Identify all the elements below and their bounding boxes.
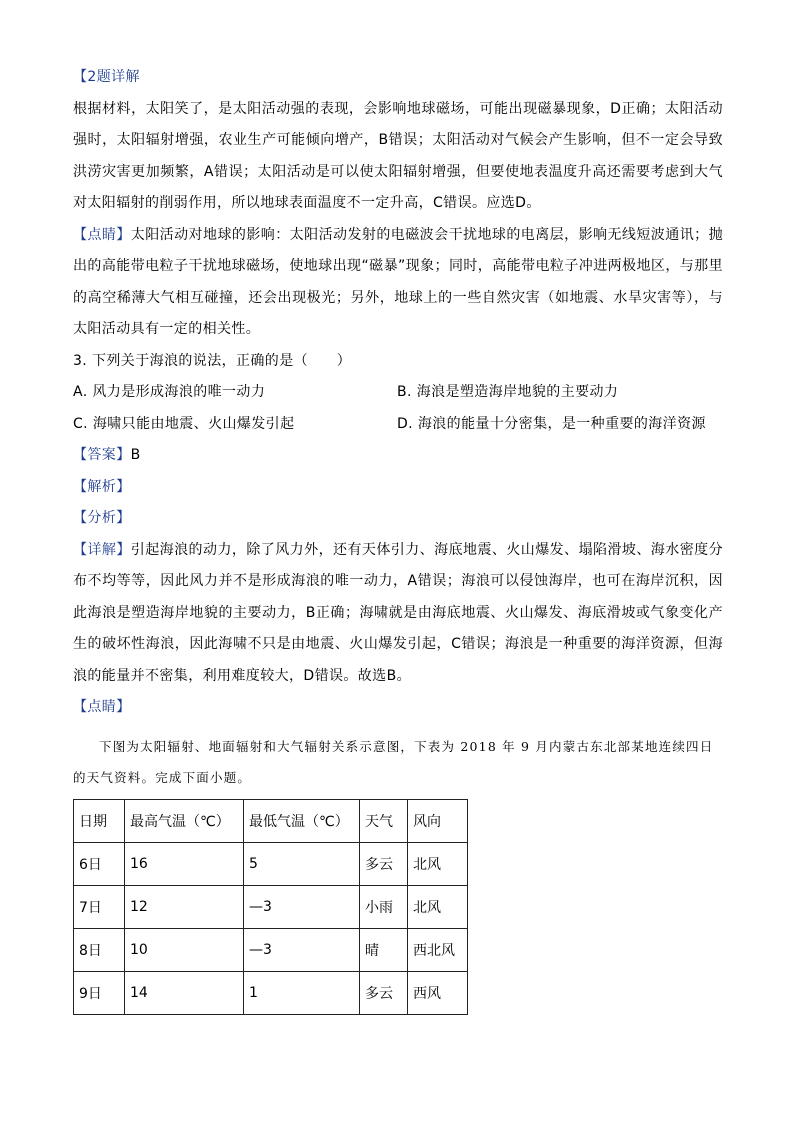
q3-question: 3. 下列关于海浪的说法，正确的是（ ） bbox=[73, 352, 352, 369]
cell-wind: 北风 bbox=[408, 842, 468, 885]
cell-min-temp: —3 bbox=[244, 928, 360, 971]
cell-weather: 小雨 bbox=[360, 885, 408, 928]
cell-wind: 西风 bbox=[408, 971, 468, 1014]
q2-tip bbox=[73, 220, 723, 346]
cell-weather: 多云 bbox=[360, 842, 408, 885]
option-c: C. 海啸只能由地震、火山爆发引起 bbox=[73, 415, 295, 432]
q2-heading-tag: 【2题详解 bbox=[73, 69, 140, 85]
cell-weather: 晴 bbox=[360, 928, 408, 971]
cell-date: 9日 bbox=[74, 971, 125, 1014]
weather-table bbox=[73, 799, 468, 1015]
cell-min-temp: 1 bbox=[244, 971, 360, 1014]
q3-detail bbox=[73, 535, 723, 693]
header-weather: 天气 bbox=[360, 799, 408, 842]
q2-body: 根据材料，太阳笑了，是太阳活动强的表现，会影响地球磁场，可能出现磁暴现象，D正确；太阳活动强时，太阳辐射增强，农业生产可能倾向增产，B错误；太阳活动对气候会产生影响，但不一定会导致洪涝灾害更加频繁，A错误；太阳活动是可以使太阳辐射增强，但要使地表温度升高还需要考虑到大气对太阳辐射的削弱作用，所以地球表面温度不一定升高，C错误。应选D。 bbox=[73, 100, 723, 211]
q2-tip-tag: 【点睛】 bbox=[73, 226, 131, 243]
document-page bbox=[73, 62, 723, 1015]
cell-min-temp: —3 bbox=[244, 885, 360, 928]
header-min-temp: 最低气温（℃） bbox=[244, 799, 360, 842]
cell-wind: 北风 bbox=[408, 885, 468, 928]
header-wind: 风向 bbox=[408, 799, 468, 842]
cell-wind: 西北风 bbox=[408, 928, 468, 971]
header-date: 日期 bbox=[74, 799, 125, 842]
answer-tag: 【答案】 bbox=[73, 447, 131, 463]
cell-date: 7日 bbox=[74, 885, 125, 928]
cell-max-temp: 10 bbox=[125, 928, 244, 971]
q3-analysis bbox=[73, 472, 723, 504]
q3-answer bbox=[73, 440, 723, 472]
q3-tip-tag: 【点睛】 bbox=[73, 699, 131, 715]
cell-date: 8日 bbox=[74, 928, 125, 971]
cell-min-temp: 5 bbox=[244, 842, 360, 885]
fenxi-tag: 【分析】 bbox=[73, 510, 131, 526]
table-row bbox=[74, 842, 468, 885]
detail-text: 引起海浪的动力，除了风力外，还有天体引力、海底地震、火山爆发、塌陷滑坡、海水密度分布不均等等，因此风力并不是形成海浪的唯一动力，A错误；海浪可以侵蚀海岸，也可在海岸沉积，因此海浪是塑造海岸地貌的主要动力，B正确；海啸就是由海底地震、火山爆发、海底滑坡或气象变化产生的破坏性海浪，因此海啸不只是由地震、火山爆发引起，C错误；海浪是一种重要的海洋资源，但海浪的能量并不密集，利用难度较大，D错误。故选B。 bbox=[73, 541, 723, 684]
option-b: B. 海浪是塑造海岸地貌的主要动力 bbox=[397, 384, 619, 400]
table-row bbox=[74, 885, 468, 928]
q2-tip-text: 太阳活动对地球的影响：太阳活动发射的电磁波会干扰地球的电离层，影响无线短波通讯；抛出的高能带电粒子干扰地球磁场，使地球出现“磁暴”现象；同时，高能带电粒子冲进两极地区，与那里的高空稀薄大气相互碰撞，还会出现极光；另外，地球上的一些自然灾害（如地震、水旱灾害等），与太阳活动具有一定的相关性。 bbox=[73, 226, 723, 337]
option-d: D. 海浪的能量十分密集，是一种重要的海洋资源 bbox=[397, 415, 706, 432]
q2-heading bbox=[73, 62, 723, 94]
table-header-row bbox=[74, 799, 468, 842]
q3-tip bbox=[73, 692, 723, 724]
q3-options bbox=[73, 377, 723, 440]
detail-tag: 【详解】 bbox=[73, 541, 131, 558]
cell-max-temp: 14 bbox=[125, 971, 244, 1014]
answer-value: B bbox=[130, 447, 141, 463]
option-a: A. 风力是形成海浪的唯一动力 bbox=[73, 384, 266, 400]
table-row bbox=[74, 928, 468, 971]
table-row bbox=[74, 971, 468, 1014]
analysis-tag: 【解析】 bbox=[73, 478, 131, 495]
q3-fenxi bbox=[73, 503, 723, 535]
cell-max-temp: 16 bbox=[125, 842, 244, 885]
intro-paragraph: 下图为太阳辐射、地面辐射和大气辐射关系示意图，下表为 2018 年 9 月内蒙古东北部某地连续四日的天气资料。完成下面小题。 bbox=[73, 738, 714, 785]
cell-weather: 多云 bbox=[360, 971, 408, 1014]
cell-max-temp: 12 bbox=[125, 885, 244, 928]
cell-date: 6日 bbox=[74, 842, 125, 885]
header-max-temp: 最高气温（℃） bbox=[125, 799, 244, 842]
